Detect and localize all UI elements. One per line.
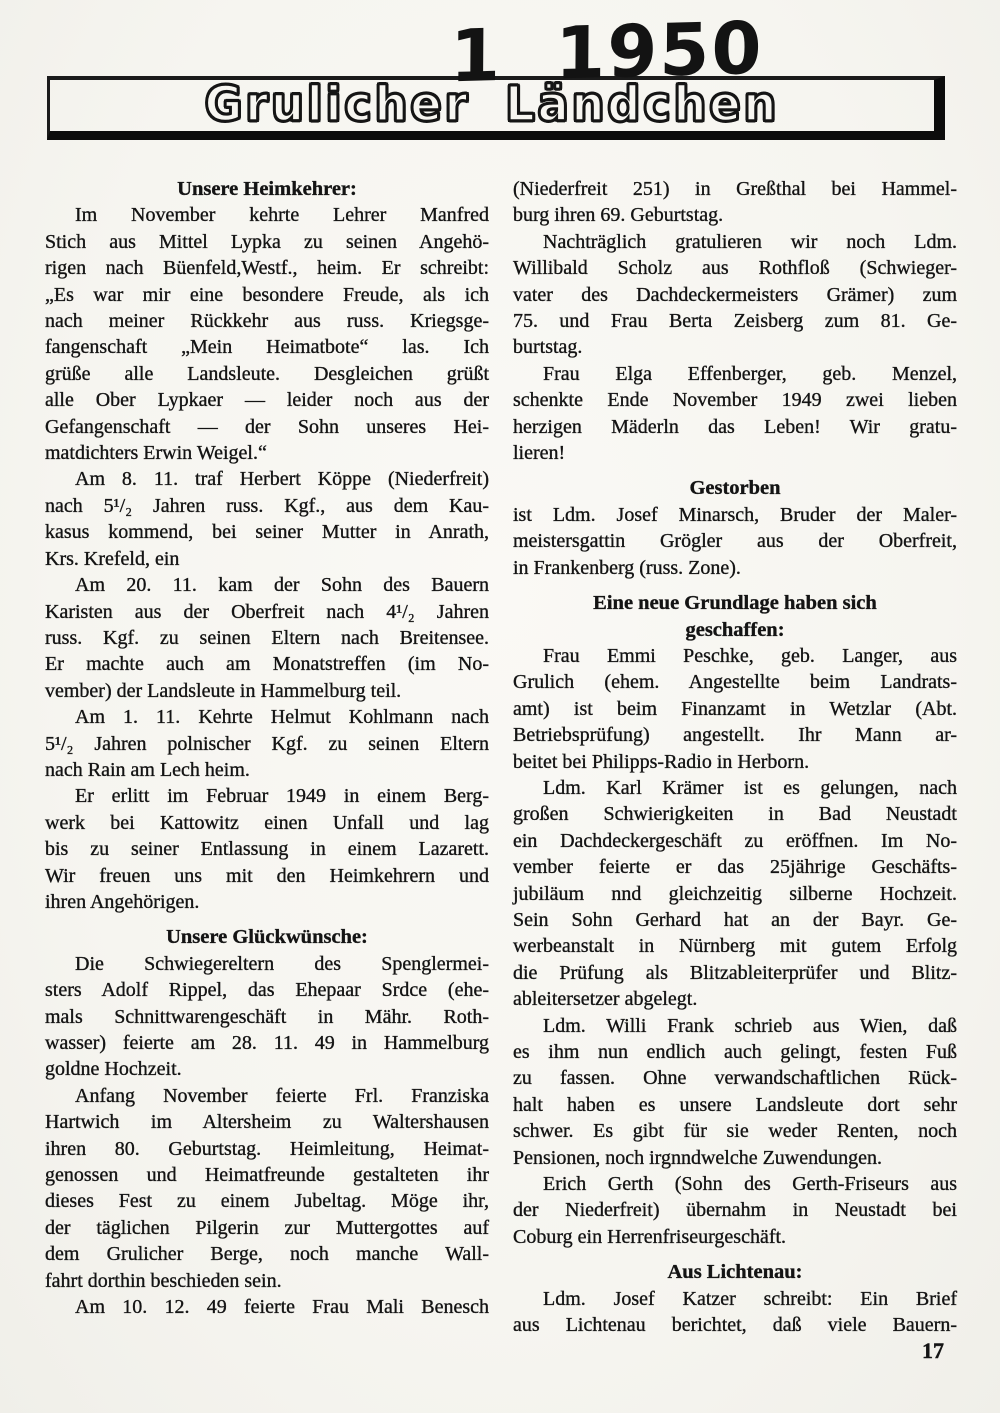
- text-line: Im November kehrte Lehrer Manfred: [75, 204, 489, 227]
- text-line: Am 1. 11. Kehrte Helmut Kohlmann nach: [75, 706, 489, 729]
- text-line: Betriebsprüfung) angestellt. Ihr Mann ar-: [513, 724, 957, 747]
- section-heading: [45, 924, 489, 950]
- text-line: bis zu seiner Entlassung in einem Lazarett.: [45, 838, 489, 861]
- text-line: Hartwich im Altersheim zu Waltershausen: [45, 1111, 489, 1134]
- text-line: Gefangenschaft — der Sohn unseres Hei-: [45, 415, 489, 438]
- text-line: werbeanstalt in Nürnberg mit gutem Erfolg: [513, 935, 957, 958]
- text-line: russ. Kgf. zu seinen Eltern nach Breitensee.: [45, 626, 489, 649]
- text-line: Krs. Krefeld, ein: [45, 547, 180, 570]
- section-heading-line: Gestorben: [689, 477, 781, 500]
- article-columns: [45, 176, 957, 1338]
- section-heading: [513, 1259, 957, 1285]
- text-line: dieses Fest zu einem Jubeltag. Möge ihr,: [45, 1190, 489, 1213]
- text-line: vater des Dachdeckermeisters Grämer) zum: [513, 283, 957, 306]
- text-line: jubiläum nnd gleichzeitig silberne Hochzeit.: [513, 882, 957, 905]
- section-heading-line: geschaffen:: [685, 618, 785, 641]
- text-line: „Es war mir eine besondere Freude, als ich: [45, 283, 489, 306]
- issue-stamp: 1 1950: [449, 5, 764, 99]
- text-line: Coburg ein Herrenfriseurgeschäft.: [513, 1225, 787, 1248]
- text-line: (Niederfreit 251) in Greßthal bei Hammel-: [513, 178, 957, 200]
- text-line: amt) ist beim Finanzamt in Wetzlar (Abt.: [513, 697, 957, 720]
- section-heading-line: Aus Lichtenau:: [667, 1261, 803, 1284]
- text-line: Anfang November feierte Frl. Franziska: [75, 1084, 489, 1107]
- text-line: wasser) feierte am 28. 11. 49 in Hammelburg: [45, 1032, 489, 1054]
- text-line: die Prüfung als Blitzableiterprüfer und Blitz-: [513, 961, 957, 984]
- right-column: [513, 176, 957, 1338]
- text-line: dem Grulicher Berge, noch manche Wall-: [45, 1243, 489, 1266]
- text-line: der Niederfreit) übernahm in Neustadt bei: [513, 1199, 957, 1222]
- page-number: 17: [922, 1338, 944, 1363]
- section-heading: [513, 475, 957, 501]
- text-line: herzigen Mäderln das Leben! Wir gratu-: [513, 415, 957, 438]
- text-line: Er erlitt im Februar 1949 in einem Berg-: [75, 785, 489, 808]
- text-line: sters Adolf Rippel, das Ehepaar Srdce (ehe-: [45, 979, 489, 1002]
- text-line: Die Schwiegereltern des Spenglermei-: [75, 952, 489, 975]
- text-line: Karisten aus der Oberfreit nach 4¹/₂ Jahren: [45, 600, 489, 623]
- text-line: lieren!: [513, 442, 566, 465]
- text-line: 75. und Frau Berta Zeisberg zum 81. Ge-: [513, 310, 957, 333]
- text-line: ist Ldm. Josef Minarsch, Bruder der Maler-: [513, 503, 957, 526]
- text-line: Ldm. Willi Frank schrieb aus Wien, daß: [543, 1014, 957, 1037]
- text-line: fangenschaft „Mein Heimatbote“ las. Ich: [45, 336, 489, 359]
- section-heading: [513, 590, 957, 643]
- text-line: halt haben es unsere Landsleute dort sehr: [513, 1093, 957, 1116]
- text-line: werk bei Kattowitz einen Unfall und lag: [45, 811, 489, 834]
- text-line: Wir freuen uns mit den Heimkehrern und: [45, 864, 489, 887]
- text-line: vember) der Landsleute in Hammelburg teil.: [45, 679, 402, 702]
- text-line: es ihm nun endlich auch gelingt, festen Fuß: [513, 1041, 957, 1063]
- text-line: nach Rain am Lech heim.: [45, 758, 250, 781]
- text-line: aus Lichtenau berichtet, daß viele Bauern-: [513, 1314, 957, 1337]
- section-heading: [45, 176, 489, 202]
- text-line: beitet bei Philipps-Radio in Herborn.: [513, 750, 810, 773]
- text-line: alle Ober Lypkaer — leider noch aus der: [45, 389, 489, 412]
- text-line: Erich Gerth (Sohn des Gerth-Friseurs aus: [543, 1173, 957, 1196]
- text-line: ihren 80. Geburtstag. Heimleitung, Heimat-: [45, 1137, 489, 1160]
- left-column: [45, 176, 489, 1338]
- text-line: mals Schnittwarengeschäft in Mähr. Roth-: [45, 1005, 489, 1028]
- text-line: großen Schwierigkeiten in Bad Neustadt: [513, 803, 957, 826]
- text-line: burg ihren 69. Geburtstag.: [513, 204, 724, 227]
- text-line: schenkte Ende November 1949 zwei lieben: [513, 389, 957, 412]
- text-line: Ldm. Josef Katzer schreibt: Ein Brief: [543, 1287, 957, 1310]
- text-line: Frau Elga Effenberger, geb. Menzel,: [543, 362, 957, 385]
- masthead-title: Grulicher Ländchen: [204, 75, 780, 132]
- text-line: Pensionen, noch irgnndwelche Zuwendungen.: [513, 1146, 882, 1169]
- text-line: Nachträglich gratulieren wir noch Ldm.: [543, 230, 957, 253]
- text-line: rigen nach Büenfeld,Westf., heim. Er schreibt:: [45, 257, 489, 280]
- text-line: Er machte auch am Monatstreffen (im No-: [45, 653, 489, 676]
- text-line: Ldm. Karl Krämer ist es gelungen, nach: [543, 776, 957, 799]
- text-line: meistersgattin Grögler aus der Oberfreit,: [513, 530, 957, 553]
- text-line: nach meiner Rückkehr aus russ. Kriegsge-: [45, 310, 489, 333]
- text-line: schwer. Es gibt für sie weder Renten, noch: [513, 1120, 957, 1143]
- text-line: vember feierte er das 25jährige Geschäfts-: [513, 856, 957, 879]
- text-line: Am 10. 12. 49 feierte Frau Mali Benesch: [75, 1296, 489, 1319]
- text-line: Am 20. 11. kam der Sohn des Bauern: [75, 574, 489, 597]
- text-line: grüße alle Landsleute. Desgleichen grüßt: [45, 362, 489, 385]
- text-line: 5¹/₂ Jahren polnischer Kgf. zu seinen Eltern: [45, 732, 489, 755]
- text-line: Stich aus Mittel Lypka zu seinen Angehö-: [45, 230, 489, 253]
- text-line: ableitersetzer abgelegt.: [513, 988, 698, 1011]
- text-line: in Frankenberg (russ. Zone).: [513, 556, 741, 579]
- text-line: goldne Hochzeit.: [45, 1058, 182, 1081]
- text-line: Am 8. 11. traf Herbert Köppe (Niederfreit): [75, 468, 489, 491]
- text-line: Grulich (ehem. Angestellte beim Landrats-: [513, 671, 957, 694]
- text-line: burtstag.: [513, 336, 583, 359]
- text-line: kasus kommend, bei seiner Mutter in Anrath,: [45, 521, 489, 544]
- text-line: matdichters Erwin Weigel.“: [45, 442, 267, 465]
- section-heading-line: Eine neue Grundlage haben sich: [593, 592, 877, 615]
- text-line: zu fassen. Ohne verwandschaftlichen Rück-: [513, 1067, 957, 1090]
- text-line: fahrt dorthin beschieden sein.: [45, 1269, 282, 1292]
- text-line: der täglichen Pilgerin zur Muttergottes auf: [45, 1216, 489, 1239]
- text-line: Frau Emmi Peschke, geb. Langer, aus: [543, 644, 957, 667]
- text-line: ein Dachdeckergeschäft zu eröffnen. Im No-: [513, 829, 957, 852]
- text-line: nach 5¹/₂ Jahren russ. Kgf., aus dem Kau-: [45, 494, 489, 517]
- section-heading-line: Unsere Glückwünsche:: [166, 926, 368, 949]
- text-line: ihren Angehörigen.: [45, 890, 200, 913]
- text-line: Willibald Scholz aus Rothfloß (Schwieger-: [513, 257, 957, 280]
- text-line: Sein Sohn Gerhard hat an der Bayr. Ge-: [513, 908, 957, 931]
- section-heading-line: Unsere Heimkehrer:: [177, 178, 357, 200]
- text-line: genossen und Heimatfreunde gestalteten ihr: [45, 1164, 489, 1187]
